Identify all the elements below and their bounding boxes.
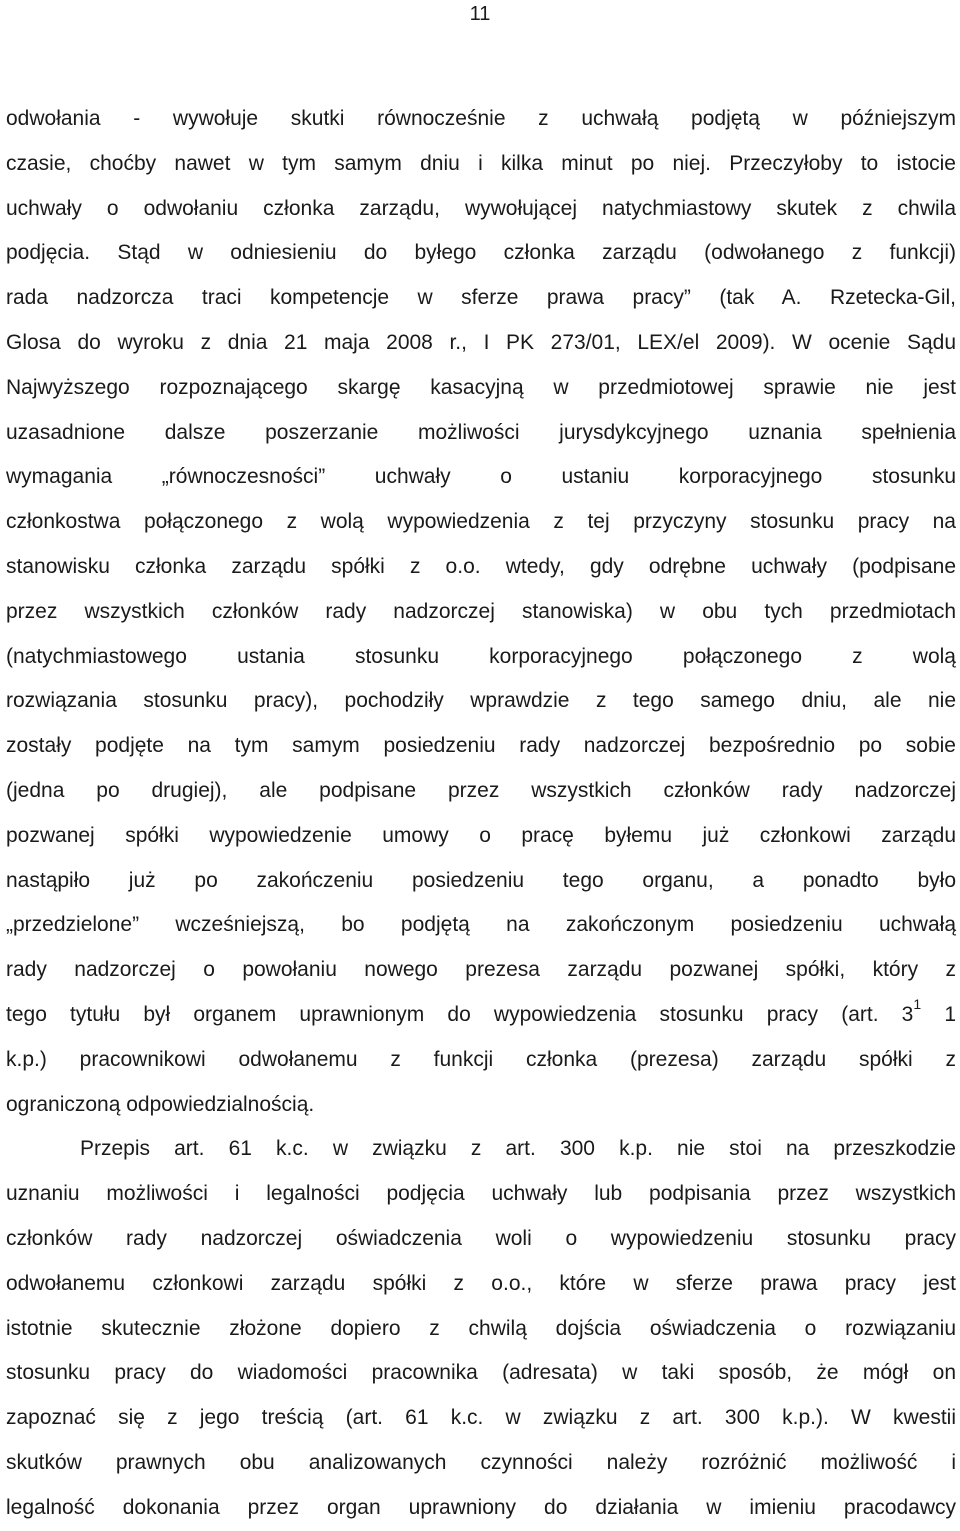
text-line: przez wszystkich członków rady nadzorczej stanowiska) w obu tych przedmiotach	[6, 599, 956, 623]
text-line: „przedzielone” wcześniejszą, bo podjętą na zakończonym posiedzeniu uchwałą	[6, 913, 956, 937]
text-line: stosunku pracy do wiadomości pracownika (adresata) w taki sposób, że mógł on	[6, 1361, 956, 1385]
text-line: rozwiązania stosunku pracy), pochodziły wprawdzie z tego samego dniu, ale nie	[6, 689, 956, 713]
text-line: skutków prawnych obu analizowanych czynności należy rozróżnić możliwość i	[6, 1450, 956, 1474]
page-number: 11	[469, 3, 491, 25]
text-line: uchwały o odwołaniu członka zarządu, wywołującej natychmiastowy skutek z chwila	[6, 196, 956, 220]
paragraph-1	[6, 97, 956, 1127]
text-line: ograniczoną odpowiedzialnością.	[6, 1092, 315, 1116]
text-line: rady nadzorczej o powołaniu nowego prezesa zarządu pozwanej spółki, który z	[6, 958, 956, 982]
text-line-with-reference	[6, 993, 956, 1038]
text-line: czasie, choćby nawet w tym samym dniu i kilka minut po niej. Przeczyłoby to istocie	[6, 151, 956, 175]
text-line: uznaniu możliwości i legalności podjęcia uchwały lub podpisania przez wszystkich	[6, 1182, 956, 1206]
text-line: Glosa do wyroku z dnia 21 maja 2008 r., I PK 273/01, LEX/el 2009). W ocenie Sądu	[6, 330, 956, 354]
text-line: zapoznać się z jego treścią (art. 61 k.c. w związku z art. 300 k.p.). W kwestii	[6, 1406, 956, 1430]
text-line: istotnie skutecznie złożone dopiero z chwilą dojścia oświadczenia o rozwiązaniu	[6, 1316, 956, 1340]
text-line: odwołania - wywołuje skutki równocześnie z uchwałą podjętą w późniejszym	[6, 107, 956, 130]
text-line: (jedna po drugiej), ale podpisane przez wszystkich członków rady nadzorczej	[6, 778, 956, 802]
paragraph-2	[6, 1127, 956, 1530]
document-body	[6, 97, 956, 1531]
text-line: wymagania „równoczesności” uchwały o ustaniu korporacyjnego stosunku	[6, 465, 956, 489]
text-line: zostały podjęte na tym samym posiedzeniu rady nadzorczej bezpośrednio po sobie	[6, 734, 956, 758]
text-line: stanowisku członka zarządu spółki z o.o. wtedy, gdy odrębne uchwały (podpisane	[6, 554, 956, 578]
text-line: rada nadzorcza traci kompetencje w sferze prawa pracy” (tak A. Rzetecka-Gil,	[6, 286, 956, 310]
text-line: Przepis art. 61 k.c. w związku z art. 300 k.p. nie stoi na przeszkodzie	[80, 1137, 956, 1161]
text-line: członków rady nadzorczej oświadczenia woli o wypowiedzeniu stosunku pracy	[6, 1226, 956, 1250]
text-line: odwołanemu członkowi zarządu spółki z o.o., które w sferze prawa pracy jest	[6, 1271, 956, 1295]
text-line: uzasadnione dalsze poszerzanie możliwości jurysdykcyjnego uznania spełnienia	[6, 420, 956, 444]
text-line: pozwanej spółki wypowiedzenie umowy o pracę byłemu już członkowi zarządu	[6, 823, 956, 847]
reference-tail: 1	[921, 1002, 956, 1026]
text-line: legalność dokonania przez organ uprawniony do działania w imieniu pracodawcy	[6, 1495, 956, 1519]
reference-text: tego tytułu był organem uprawnionym do wypowiedzenia stosunku pracy (art. 3	[6, 1002, 914, 1026]
text-line: członkostwa połączonego z wolą wypowiedzenia z tej przyczyny stosunku pracy na	[6, 510, 956, 534]
text-line: k.p.) pracownikowi odwołanemu z funkcji członka (prezesa) zarządu spółki z	[6, 1047, 956, 1071]
text-line: nastąpiło już po zakończeniu posiedzeniu tego organu, a ponadto było	[6, 868, 956, 892]
text-line: Najwyższego rozpoznającego skargę kasacyjną w przedmiotowej sprawie nie jest	[6, 375, 956, 399]
text-line: podjęcia. Stąd w odniesieniu do byłego członka zarządu (odwołanego z funkcji)	[6, 241, 956, 265]
reference-superscript: 1	[913, 995, 922, 1012]
text-line: (natychmiastowego ustania stosunku korporacyjnego połączonego z wolą	[6, 644, 956, 668]
